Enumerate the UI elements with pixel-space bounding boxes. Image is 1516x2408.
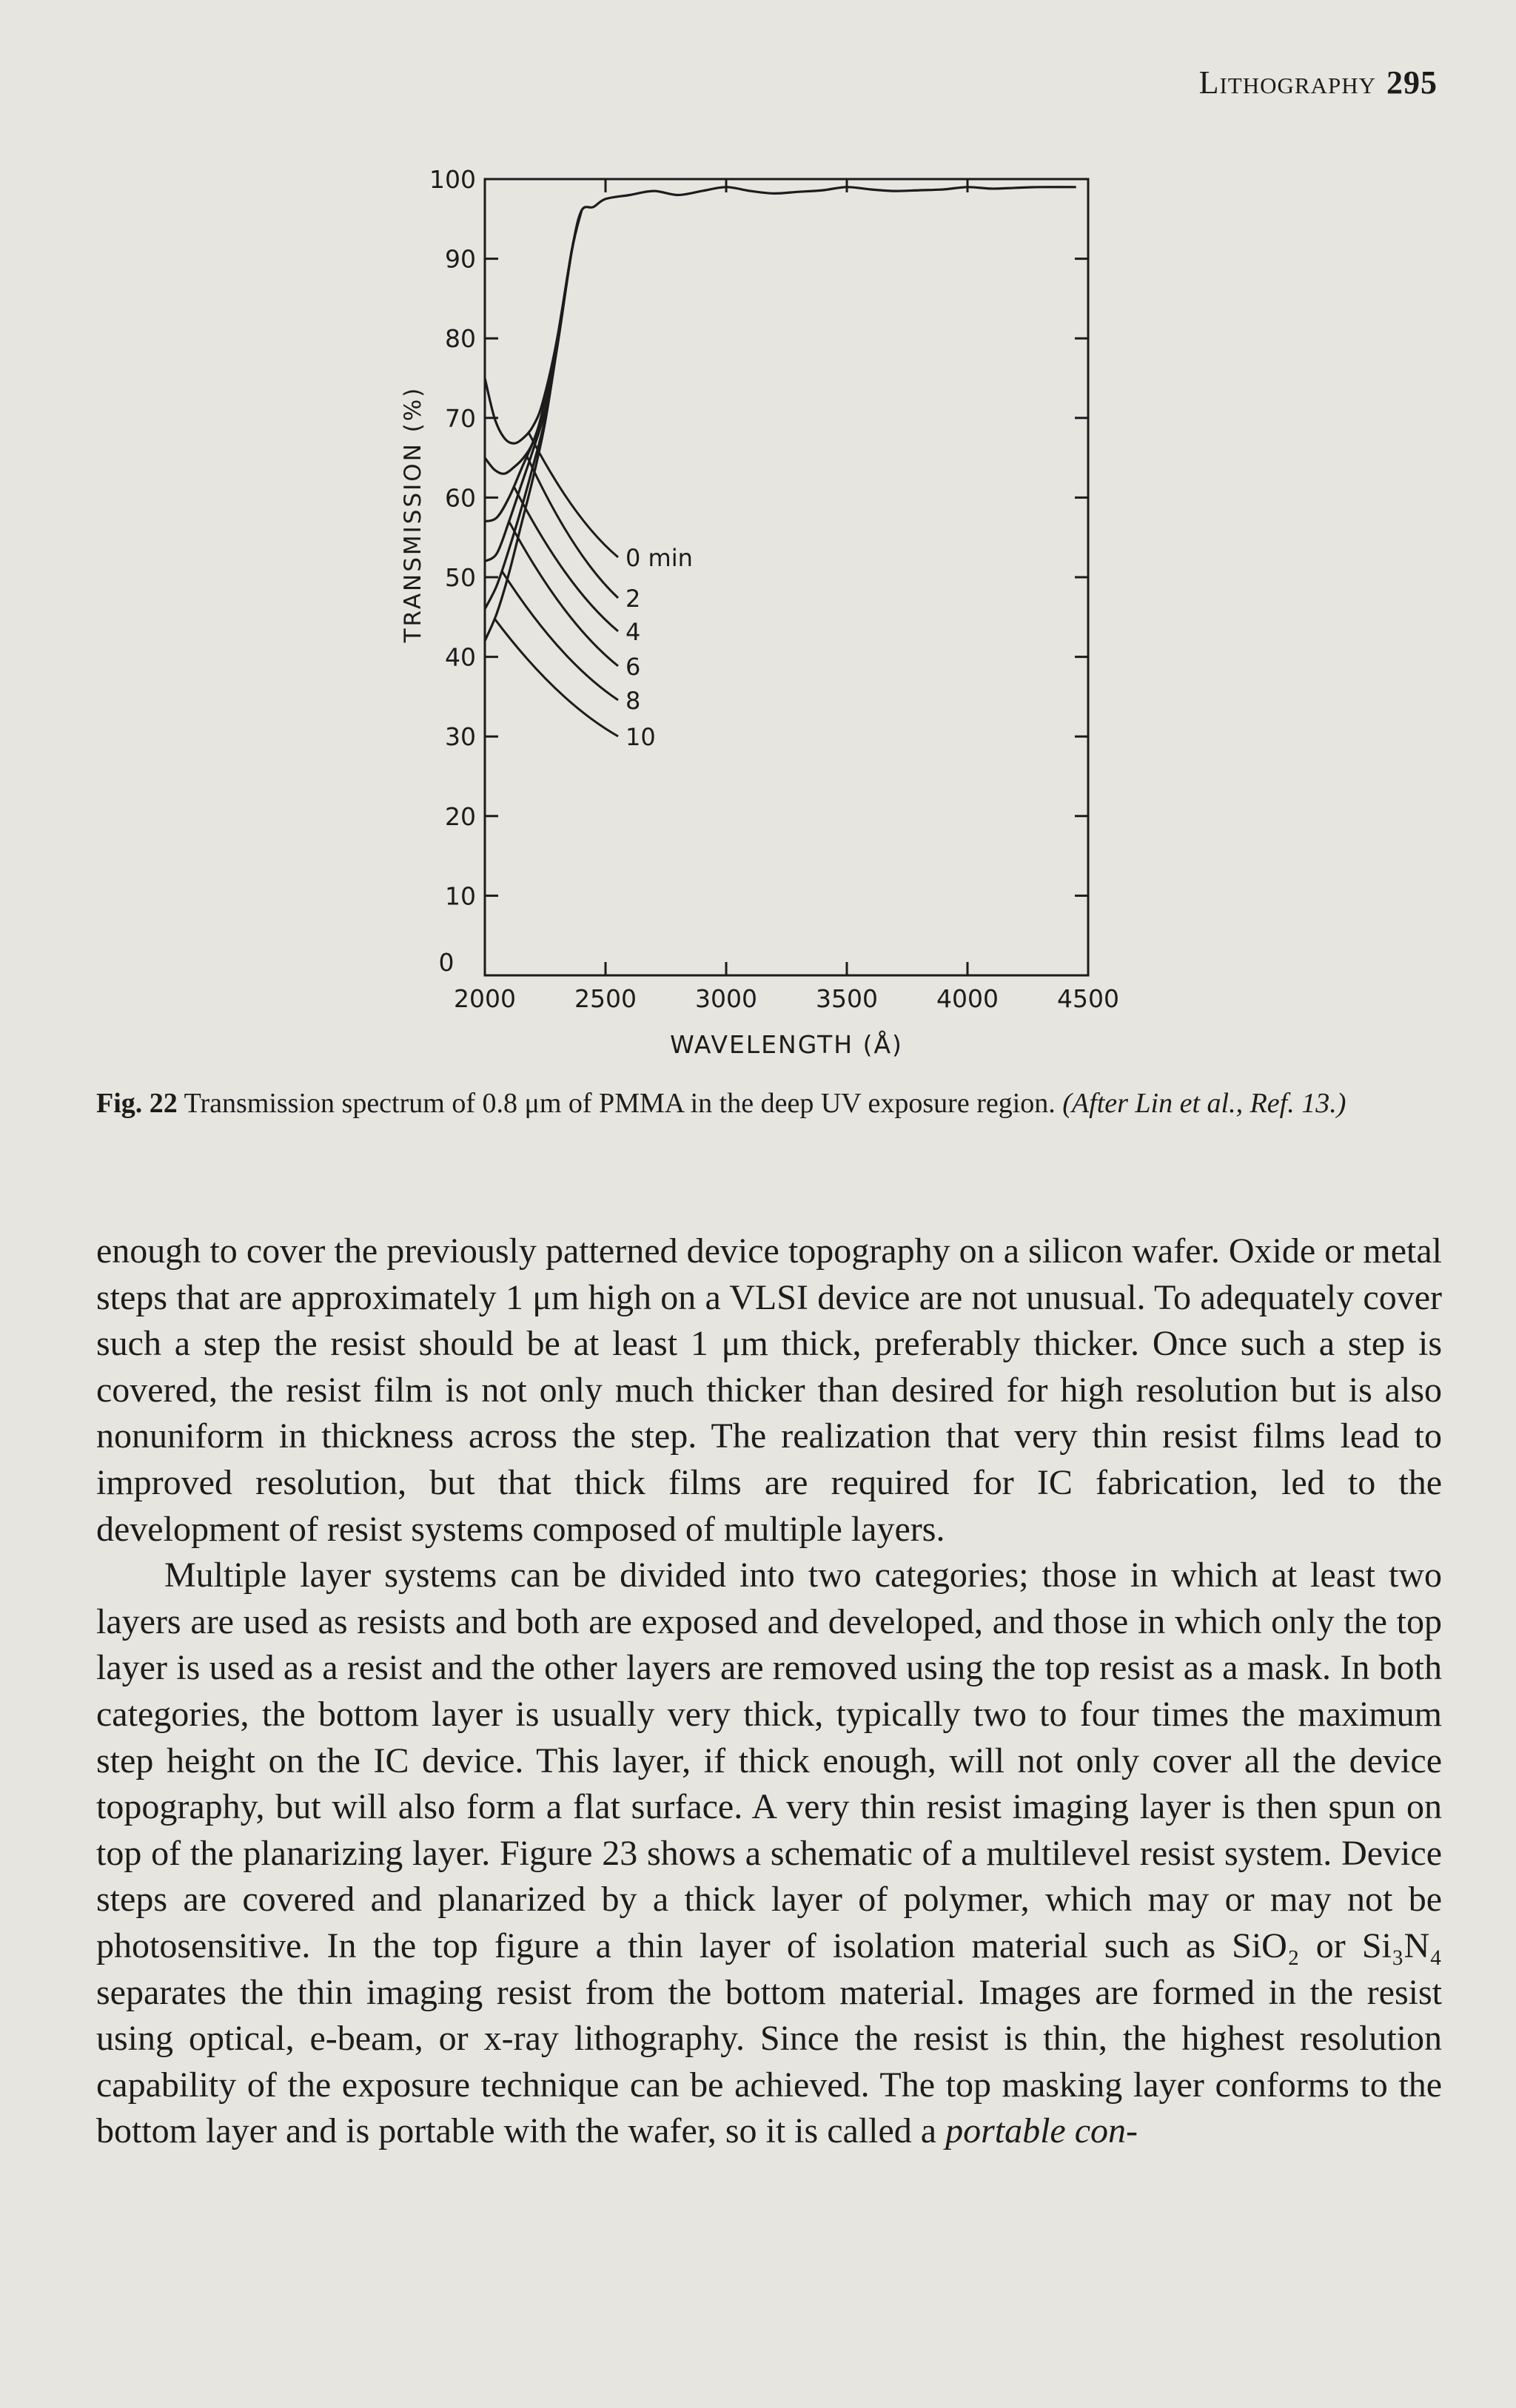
chart-labels <box>400 165 1119 1059</box>
caption-label: Fig. 22 <box>96 1088 178 1119</box>
y-tick-label: 0 <box>438 948 455 977</box>
chart-ticks <box>485 179 1088 975</box>
figure-caption <box>96 1085 1443 1122</box>
y-tick-label: 90 <box>445 244 476 274</box>
running-title: Lithography <box>1198 64 1376 101</box>
x-tick-label: 4500 <box>1057 984 1119 1013</box>
series-line-2 <box>485 211 581 474</box>
y-axis-label: TRANSMISSION (%) <box>400 386 426 643</box>
series-label: 6 <box>625 653 641 681</box>
y-tick-label: 80 <box>445 324 476 354</box>
series-label: 0 min <box>625 544 693 572</box>
running-head <box>1199 64 1438 101</box>
series-line-1 <box>485 187 1076 443</box>
paragraph-2-text: Multiple layer systems can be divided into two categories; those in which at least two layers are used as resists and both are exposed and developed, and those in which only the top layer is used as a resist and the other layers are removed using the top resist as a mask. In both categories, the bottom layer is usually very thick, typically two to four times the maximum step height on the IC device. This layer, if thick enough, will not only cover all the device topography, but will also form a flat surface. A very thin resist imaging layer is then spun on top of the planarizing layer. Figure 23 shows a schematic of a multilevel resist system. Device steps are covered and planarized by a thick layer of polymer, which may or may not be photosensitive. In the top figure a thin layer of isolation material such as SiO₂ or Si₃N₄ separates the thin imaging resist from the bottom material. Images are formed in the resist using optical, e-beam, or x-ray lithography. Since the resist is thin, the highest resolution capability of the exposure technique can be achieved. The top masking layer conforms to the bottom layer and is portable with the wafer, so it is called a <box>96 1556 1442 2151</box>
transmission-chart <box>370 148 1155 1066</box>
series-label: 8 <box>625 687 641 715</box>
page-number: 295 <box>1386 64 1438 101</box>
body-text <box>96 1228 1442 2155</box>
series-label: 4 <box>625 618 641 646</box>
caption-credit: (After Lin et al., Ref. 13.) <box>1062 1088 1346 1119</box>
y-tick-label: 10 <box>445 881 476 911</box>
y-tick-label: 100 <box>429 165 476 194</box>
series-label: 10 <box>625 723 656 751</box>
x-tick-label: 2000 <box>454 984 516 1013</box>
series-label: 2 <box>625 585 641 613</box>
chart-axes <box>485 179 1088 975</box>
x-tick-label: 3000 <box>695 984 757 1013</box>
plot-frame <box>485 179 1088 975</box>
x-tick-label: 2500 <box>574 984 637 1013</box>
annotation-leader <box>494 619 618 736</box>
y-tick-label: 20 <box>445 801 476 831</box>
figure-22 <box>370 148 1155 1069</box>
series-line-4 <box>485 211 581 562</box>
chart-series <box>485 187 1076 736</box>
x-tick-label: 4000 <box>936 984 999 1013</box>
paragraph-1: enough to cover the previously patterned device topography on a silicon wafer. Oxide or metal steps that are approximately 1 μm high on a VLSI device are not unusual. To adequately cover such a step the resist should be at least 1 μm thick, preferably thicker. Once such a step is covered, the resist film is not only much thicker than desired for high resolution but is also nonuniform in thickness across the step. The realization that very thin resist films lead to improved resolution, but that thick films are required for IC fabrication, led to the development of resist systems composed of multiple layers. <box>96 1231 1442 1549</box>
y-tick-label: 50 <box>445 563 476 592</box>
paragraph-2 <box>96 1553 1442 2155</box>
y-tick-label: 60 <box>445 483 476 513</box>
caption-text: Transmission spectrum of 0.8 μm of PMMA in the deep UV exposure region. <box>177 1088 1063 1119</box>
paragraph-2-italic: portable con- <box>945 2111 1138 2151</box>
annotation-leader <box>526 454 618 598</box>
x-tick-label: 3500 <box>816 984 878 1013</box>
x-axis-label: WAVELENGTH (Å) <box>670 1030 903 1059</box>
y-tick-label: 70 <box>445 403 476 433</box>
annotation-leader <box>502 571 618 700</box>
y-tick-label: 40 <box>445 642 476 672</box>
y-tick-label: 30 <box>445 722 476 752</box>
